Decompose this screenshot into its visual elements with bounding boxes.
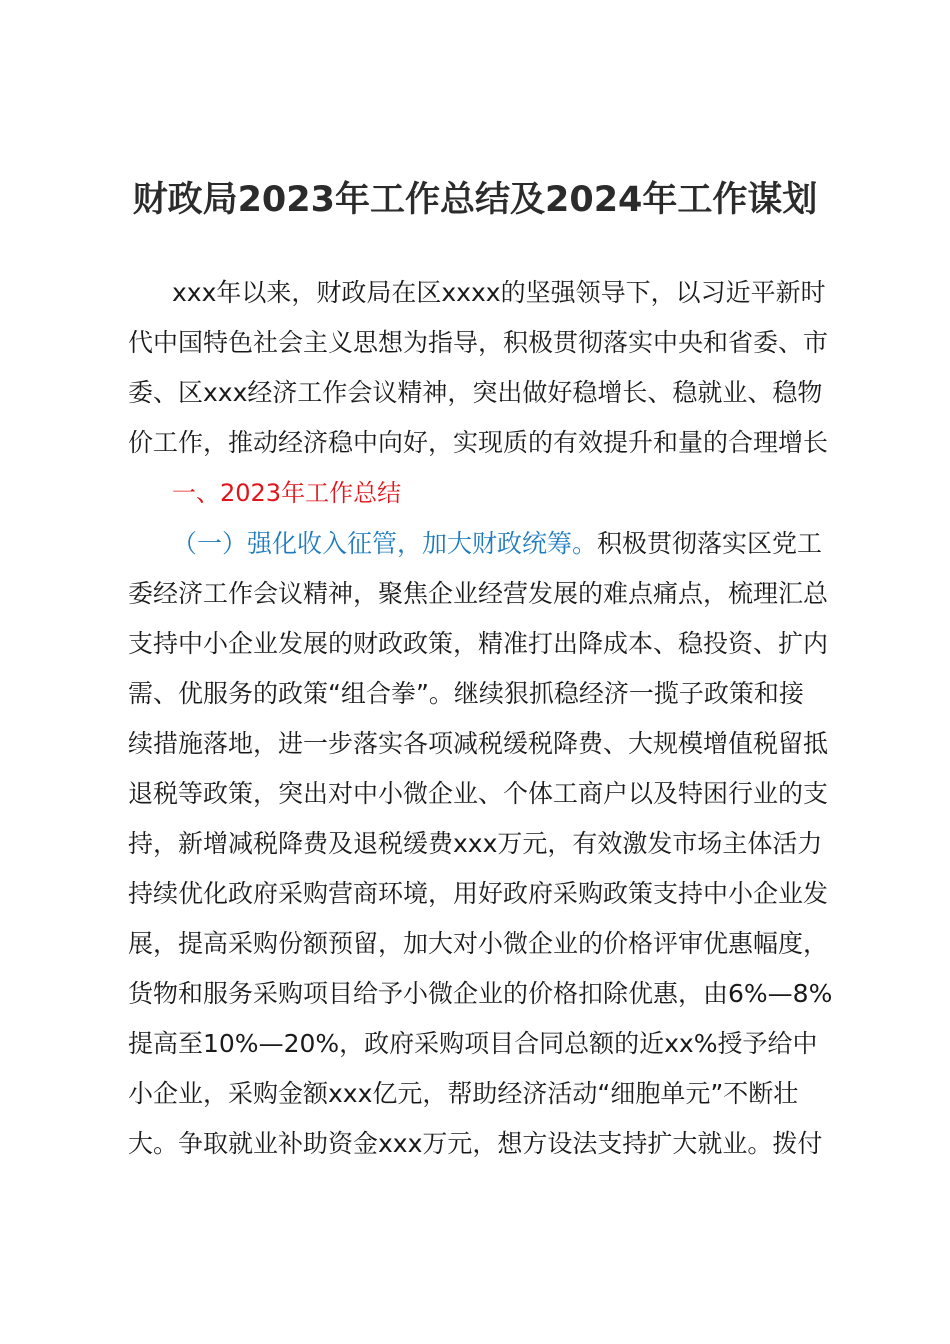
body-line: 续措施落地，进一步落实各项减税缓税降费、大规模增值税留抵 — [128, 729, 829, 758]
body-line: 需、优服务的政策“组合拳”。继续狠抓稳经济一揽子政策和接 — [128, 679, 804, 708]
intro-line-3: 委、区xxx经济工作会议精神，突出做好稳增长、稳就业、稳物 — [128, 378, 823, 407]
body-line: 持续优化政府采购营商环境，用好政府采购政策支持中小企业发 — [128, 879, 829, 908]
body-line: 大。争取就业补助资金xxx万元，想方设法支持扩大就业。拨付 — [128, 1129, 823, 1158]
body-line: 委经济工作会议精神，聚焦企业经营发展的难点痛点，梳理汇总 — [128, 579, 829, 608]
intro-line-2: 代中国特色社会主义思想为指导，积极贯彻落实中央和省委、市 — [128, 328, 829, 357]
subsection-first-line-text: 积极贯彻落实区党工 — [597, 529, 823, 558]
body-line: 提高至10%—20%，政府采购项目合同总额的近xx%授予给中 — [128, 1029, 818, 1058]
subsection-heading: （一）强化收入征管，加大财政统筹。 — [172, 529, 598, 558]
subsection-first-line — [172, 519, 822, 569]
intro-line-1: xxx年以来，财政局在区xxxx的坚强领导下，以习近平新时 — [172, 278, 826, 307]
intro-line-4: 价工作，推动经济稳中向好，实现质的有效提升和量的合理增长 — [128, 428, 829, 457]
body-line: 持，新增减税降费及退税缓费xxx万元，有效激发市场主体活力 — [128, 829, 823, 858]
body-line: 退税等政策，突出对中小微企业、个体工商户以及特困行业的支 — [128, 779, 829, 808]
body-line: 展，提高采购份额预留，加大对小微企业的价格评审优惠幅度， — [128, 929, 829, 958]
body-line: 支持中小企业发展的财政政策，精准打出降成本、稳投资、扩内 — [128, 629, 829, 658]
body-line: 货物和服务采购项目给予小微企业的价格扣除优惠，由6%—8% — [128, 979, 833, 1008]
section-heading: 一、2023年工作总结 — [172, 479, 402, 507]
document-title: 财政局2023年工作总结及2024年工作谋划 — [132, 180, 818, 220]
body-line: 小企业，采购金额xxx亿元，帮助经济活动“细胞单元”不断壮 — [128, 1079, 799, 1108]
